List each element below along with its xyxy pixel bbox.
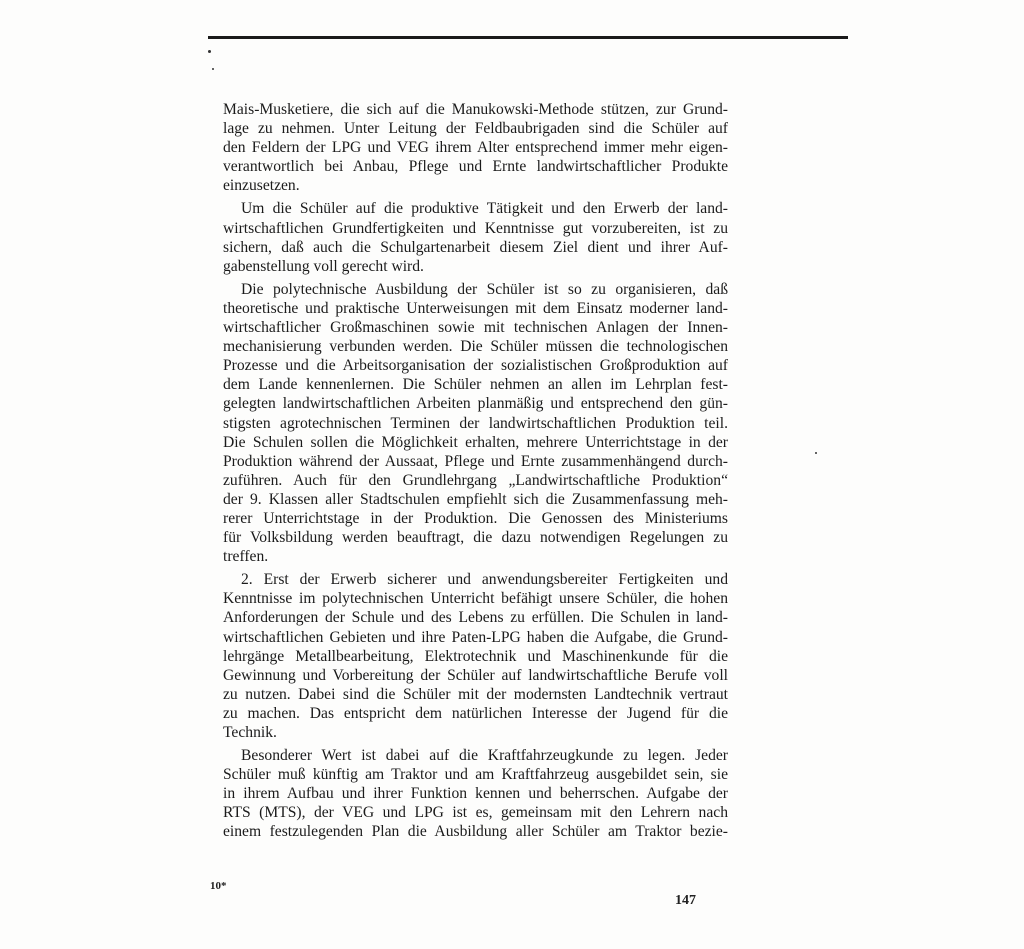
- text-line: gabenstellung voll gerecht wird.: [223, 257, 424, 275]
- text-line: in ihrem Aufbau und ihrer Funktion kennen und beherrschen. Aufgabe der: [223, 785, 728, 803]
- text-line: gelegten landwirtschaftlichen Arbeiten planmäßig und entsprechend den gün-: [223, 395, 728, 413]
- text-line: wirtschaftlichen Gebieten und ihre Paten-LPG haben die Aufgabe, die Grund-: [223, 628, 728, 646]
- text-line: Anforderungen der Schule und des Lebens zu erfüllen. Die Schulen in land-: [223, 609, 728, 627]
- text-line: Kenntnisse im polytechnischen Unterricht befähigt unsere Schüler, die hohen: [223, 590, 728, 608]
- text-line: theoretische und praktische Unterweisungen mit dem Einsatz moderner land-: [223, 299, 728, 317]
- text-line: mechanisierung verbunden werden. Die Schüler müssen die technologischen: [223, 338, 728, 356]
- text-line: Um die Schüler auf die produktive Tätigkeit und den Erwerb der land-: [241, 200, 728, 218]
- text-line: für Volksbildung werden beauftragt, die dazu notwendigen Regelungen zu: [223, 529, 728, 547]
- text-line: Die Schulen sollen die Möglichkeit erhalten, mehrere Unterrichtstage in der: [223, 433, 728, 451]
- text-line: Die polytechnische Ausbildung der Schüler ist so zu organisieren, daß: [241, 280, 728, 298]
- text-line: 2. Erst der Erwerb sicherer und anwendungsbereiter Fertigkeiten und: [241, 571, 728, 589]
- scan-speck: [208, 50, 211, 53]
- text-line: einem festzulegenden Plan die Ausbildung aller Schüler am Traktor bezie-: [223, 823, 728, 841]
- header-rule: [208, 36, 848, 39]
- text-line: wirtschaftlicher Großmaschinen sowie mit technischen Anlagen der Innen-: [223, 319, 728, 337]
- text-line: Schüler muß künftig am Traktor und am Kraftfahrzeug ausgebildet sein, sie: [223, 766, 728, 784]
- text-line: zuführen. Auch für den Grundlehrgang „Landwirtschaftliche Produktion“: [223, 471, 728, 489]
- text-line: wirtschaftlichen Grundfertigkeiten und Kenntnisse gut vorzubereiten, ist zu: [223, 219, 728, 237]
- text-line: Produktion während der Aussaat, Pflege und Ernte zusammenhängend durch-: [223, 452, 728, 470]
- text-line: rerer Unterrichtstage in der Produktion. Die Genossen des Ministeriums: [223, 509, 728, 527]
- text-line: RTS (MTS), der VEG und LPG ist es, gemeinsam mit den Lehrern nach: [223, 804, 728, 822]
- text-line: Prozesse und die Arbeitsorganisation der sozialistischen Großproduktion auf: [223, 357, 728, 375]
- text-line: lehrgänge Metallbearbeitung, Elektrotechnik und Maschinenkunde für die: [223, 647, 728, 665]
- text-line: einzusetzen.: [223, 177, 300, 195]
- signature-mark: 10*: [210, 880, 227, 892]
- text-line: Technik.: [223, 724, 277, 741]
- scan-speck: [815, 452, 817, 454]
- scan-speck: [212, 68, 214, 70]
- text-line: der 9. Klassen aller Stadtschulen empfiehlt sich die Zusammenfassung meh-: [223, 490, 728, 508]
- body-text: [223, 100, 728, 842]
- page-number: 147: [675, 893, 696, 908]
- text-line: zu machen. Das entspricht dem natürlichen Interesse der Jugend für die: [223, 704, 728, 722]
- text-line: Gewinnung und Vorbereitung der Schüler auf landwirtschaftliche Berufe voll: [223, 666, 728, 684]
- text-line: Besonderer Wert ist dabei auf die Kraftfahrzeugkunde zu legen. Jeder: [241, 747, 728, 765]
- text-line: den Feldern der LPG und VEG ihrem Alter entsprechend immer mehr eigen-: [223, 139, 728, 157]
- text-line: verantwortlich bei Anbau, Pflege und Ernte landwirtschaftlicher Produkte: [223, 158, 728, 176]
- text-line: sichern, daß auch die Schulgartenarbeit diesem Ziel dient und ihrer Auf-: [223, 238, 728, 256]
- text-line: zu nutzen. Dabei sind die Schüler mit der modernsten Landtechnik vertraut: [223, 685, 728, 703]
- text-line: stigsten agrotechnischen Terminen der landwirtschaftlichen Produktion teil.: [223, 414, 728, 432]
- text-line: lage zu nehmen. Unter Leitung der Feldbaubrigaden sind die Schüler auf: [223, 120, 728, 138]
- text-line: treffen.: [223, 548, 269, 566]
- text-line: Mais-Musketiere, die sich auf die Manukowski-Methode stützen, zur Grund-: [223, 101, 728, 118]
- text-line: dem Lande kennenlernen. Die Schüler nehmen an allen im Lehrplan fest-: [223, 376, 728, 394]
